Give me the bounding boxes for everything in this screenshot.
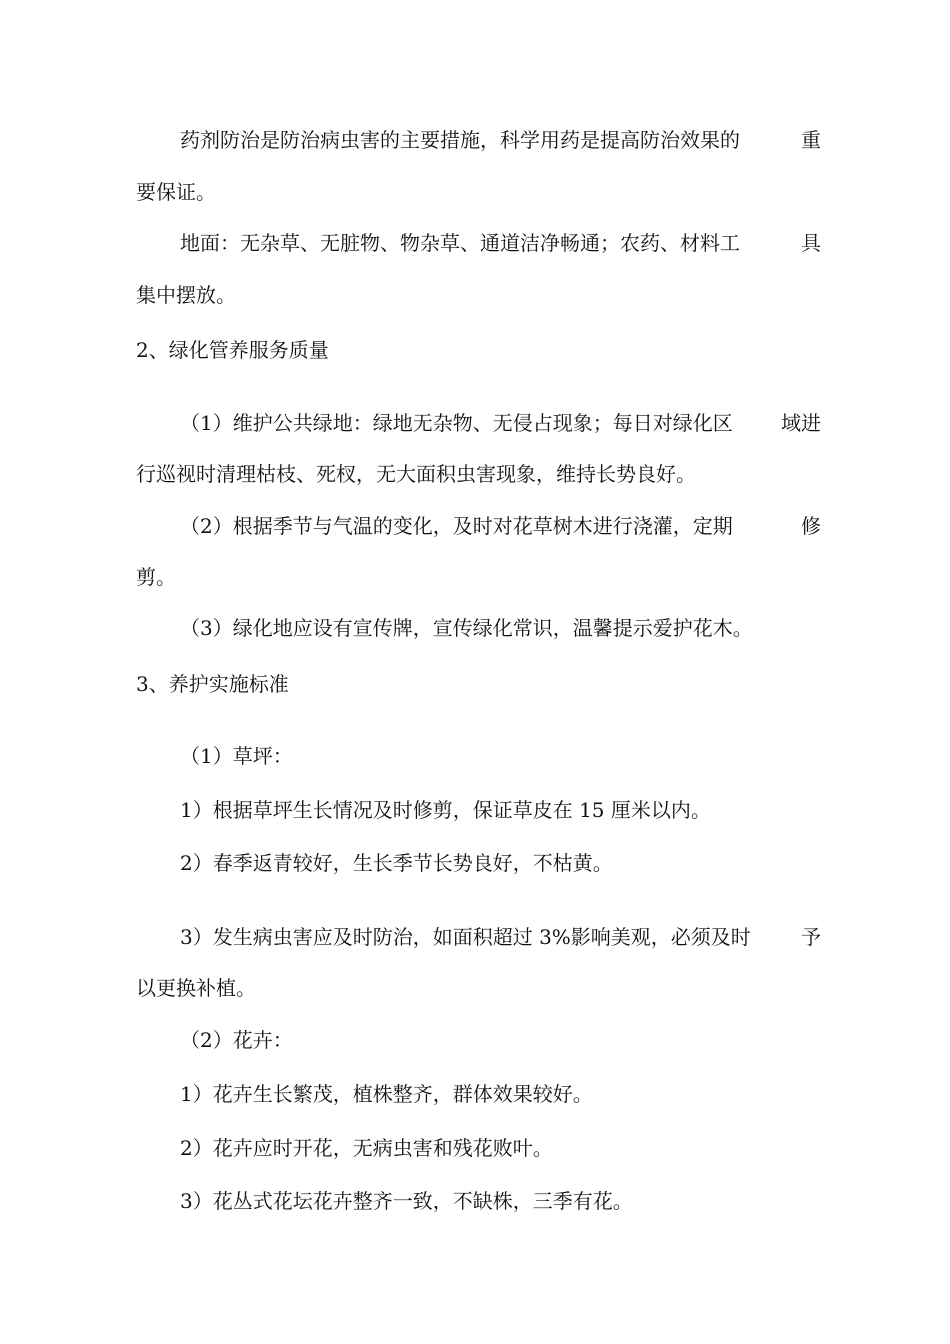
subsection-flowers-title: （2）花卉： [180, 1028, 293, 1052]
flowers-item-1: 1）花卉生长繁茂，植株整齐，群体效果较好。 [180, 1082, 593, 1106]
lawn-item-3-line-2: 以更换补植。 [136, 976, 256, 1000]
paragraph-5: （3）绿化地应设有宣传牌，宣传绿化常识，温馨提示爱护花木。 [180, 616, 753, 640]
paragraph-4-line-2: 剪。 [136, 565, 176, 589]
paragraph-1-line-2: 要保证。 [136, 180, 216, 204]
paragraph-4-line-1-right: 修 [801, 514, 821, 538]
paragraph-2-line-2: 集中摆放。 [136, 283, 236, 307]
lawn-item-1: 1）根据草坪生长情况及时修剪，保证草皮在 15 厘米以内。 [180, 798, 711, 822]
paragraph-1-line-1-right: 重 [801, 128, 821, 152]
paragraph-3-line-1-right: 域进 [781, 411, 821, 435]
paragraph-2-line-1-left: 地面：无杂草、无脏物、物杂草、通道洁净畅通；农药、材料工 [180, 231, 740, 255]
paragraph-2-line-1 [180, 229, 821, 257]
paragraph-4-line-1 [180, 512, 821, 540]
section-heading-3: 3、养护实施标准 [136, 672, 289, 696]
section-heading-2: 2、绿化管养服务质量 [136, 338, 329, 362]
lawn-item-3-line-1-left: 3）发生病虫害应及时防治，如面积超过 3%影响美观，必须及时 [180, 925, 751, 949]
paragraph-3-line-1-left: （1）维护公共绿地：绿地无杂物、无侵占现象；每日对绿化区 [180, 411, 733, 435]
paragraph-2-line-1-right: 具 [801, 231, 821, 255]
paragraph-4-line-1-left: （2）根据季节与气温的变化，及时对花草树木进行浇灌，定期 [180, 514, 733, 538]
paragraph-3-line-1 [180, 409, 821, 437]
subsection-lawn-title: （1）草坪： [180, 744, 293, 768]
flowers-item-2: 2）花卉应时开花，无病虫害和残花败叶。 [180, 1136, 553, 1160]
lawn-item-2: 2）春季返青较好，生长季节长势良好，不枯黄。 [180, 851, 613, 875]
paragraph-1-line-1 [180, 126, 821, 154]
flowers-item-3: 3）花丛式花坛花卉整齐一致，不缺株，三季有花。 [180, 1189, 633, 1213]
lawn-item-3-line-1-right: 予 [801, 925, 821, 949]
lawn-item-3-line-1 [180, 923, 821, 951]
paragraph-3-line-2: 行巡视时清理枯枝、死杈，无大面积虫害现象，维持长势良好。 [136, 462, 696, 486]
paragraph-1-line-1-left: 药剂防治是防治病虫害的主要措施，科学用药是提高防治效果的 [180, 128, 740, 152]
